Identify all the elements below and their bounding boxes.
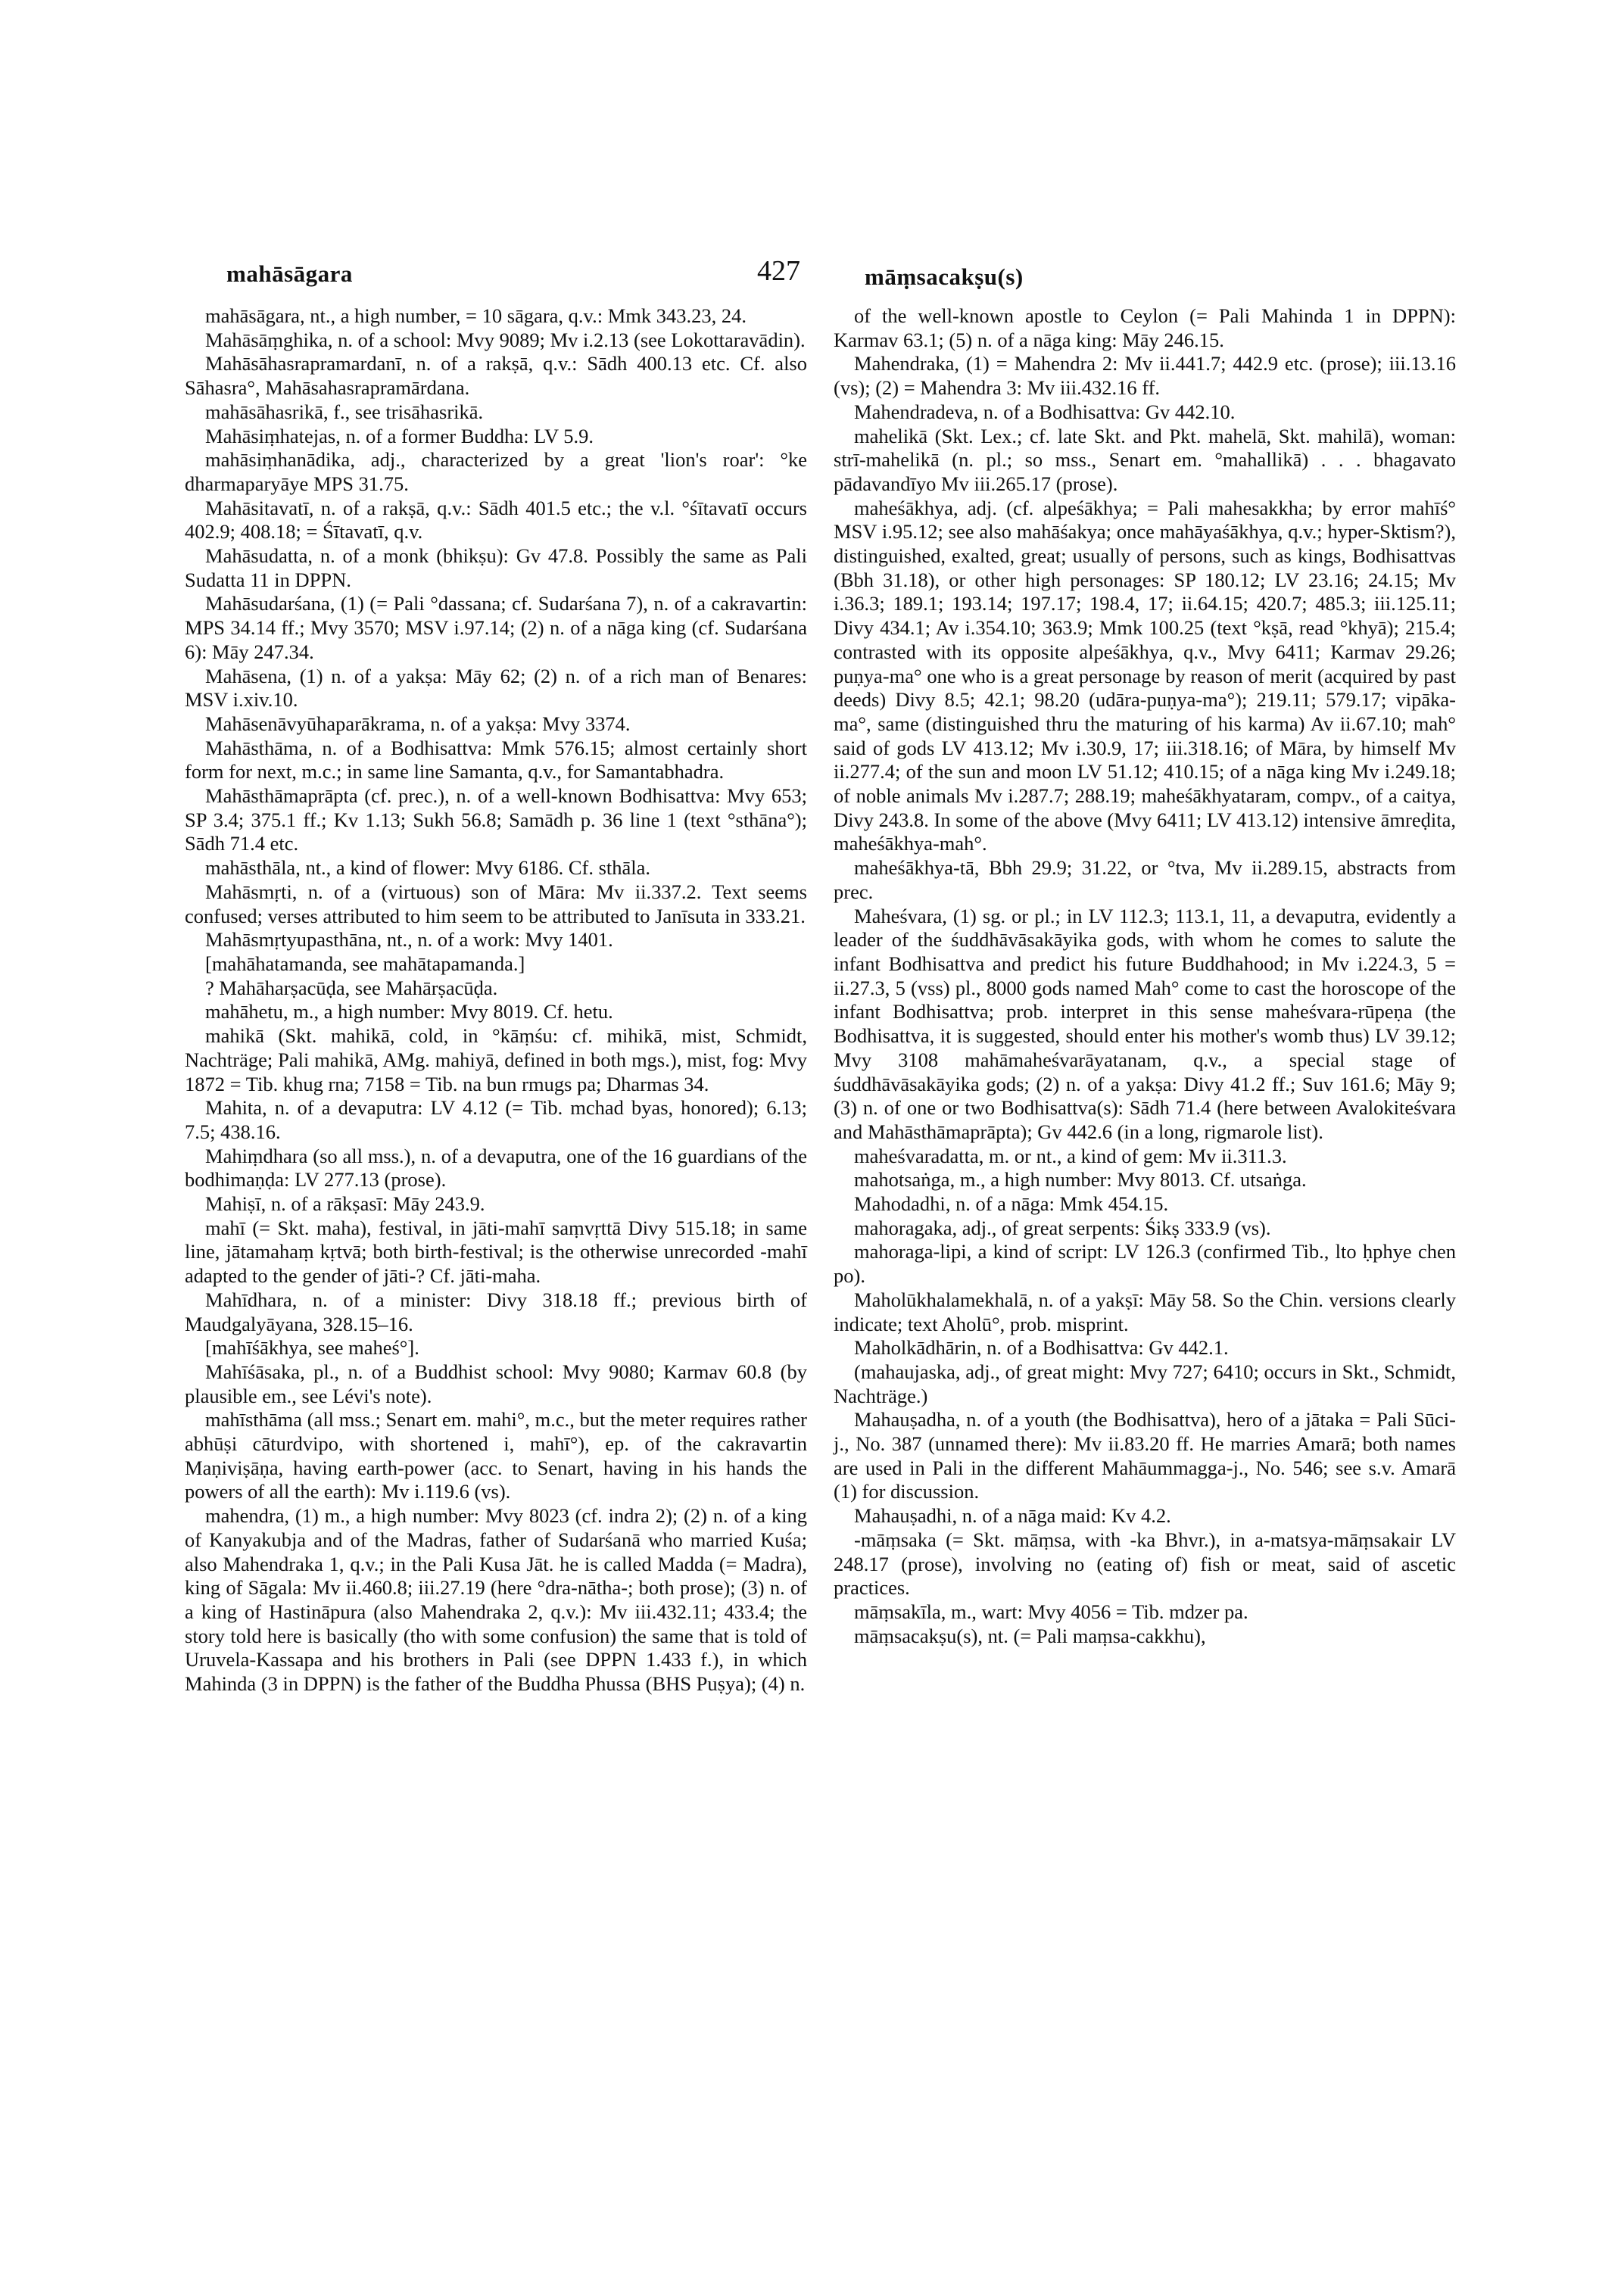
entry: Mahodadhi, n. of a nāga: Mmk 454.15. [854,1192,1169,1216]
entry: mahāhetu, m., a high number: Mvy 8019. Cf. hetu. [205,1000,613,1023]
entry: Mahāsenāvyūhaparākrama, n. of a yakṣa: Mvy 3374. [205,712,631,735]
entry: Mahendradeva, n. of a Bodhisattva: Gv 442.10. [854,400,1236,423]
entry: Mahāsitavatī, n. of a rakṣā, q.v.: Sādh 401.5 etc.; the v.l. °śītavatī occurs 402.9; 408.18; = Śītavatī, q.v. [185,496,807,544]
entry: [mahīśākhya, see maheś°]. [205,1336,419,1360]
entry: Mahāsmṛtyupasthāna, nt., n. of a work: Mvy 1401. [205,928,613,952]
entry: [mahāhatamanda, see mahātapamanda.] [205,952,525,975]
entry: mahī (= Skt. maha), festival, in jāti-mahī saṃvṛttā Divy 515.18; in same line, jātamahaṃ kṛtvā; both birth-festival; is the otherwise unrecorded -mahī adapted to the gender of jāti-? Cf. jāti-maha. [185,1216,807,1288]
entry: (mahaujaska, adj., of great might: Mvy 727; 6410; occurs in Skt., Schmidt, Nachträge.) [834,1360,1456,1407]
entry: Mahauṣadhi, n. of a nāga maid: Kv 4.2. [854,1504,1171,1528]
entry: Mahāsmṛti, n. of a (virtuous) son of Māra: Mv ii.337.2. Text seems confused; verses attributed to him seem to be attributed to Janīsuta in 333.21. [185,880,807,927]
entry: Mahendraka, (1) = Mahendra 2: Mv ii.441.7; 442.9 etc. (prose); iii.13.16 (vs); (2) = Mahendra 3: Mv iii.432.16 ff. [834,352,1456,400]
entry: mahīsthāma (all mss.; Senart em. mahi°, m.c., but the meter requires rather abhūṣi cāturdvipo, with shortened i, mahī°), ep. of the cakravartin Maṇiviṣāṇa, having earth-power (acc. to Senart, having in his hands the powers of all the earth): Mv i.119.6 (vs). [185,1408,807,1503]
entry: māṃsakīla, m., wart: Mvy 4056 = Tib. mdzer pa. [854,1600,1248,1623]
entry: maheśākhya, adj. (cf. alpeśākhya; = Pali mahesakkha; by error mahīś° MSV i.95.12; see also mahāśakya; once mahāyaśākhya, q.v.; hyper-Sktism?), distinguished, exalted, great; usually of persons, such as kings, Bodhisattvas (Bbh 31.18), or other high personages: SP 180.12; LV 23.16; 24.15; Mv i.36.3; 189.1; 193.14; 197.17; 198.4, 17; ii.64.15; 420.7; 485.3; iii.125.11; Divy 434.1; Av i.354.10; 363.9; Mmk 100.25 (text °kṣā, read °khyā); 215.4; contrasted with its opposite alpeśākhya, q.v., Mvy 6411; Karmav 29.26; puṇya-ma° one who is a great personage by reason of merit (acquired by past deeds) Divy 8.5; 42.1; 98.20 (udāra-puṇya-ma°); 219.11; 579.17; vipāka-ma°, same (distinguished thru the maturing of his karma) Av ii.67.10; mah° said of gods LV 413.12; Mv i.30.9, 17; iii.318.16; of Māra, by himself Mv ii.277.4; of the sun and moon LV 51.12; 410.15; of a nāga king Mv i.249.18; of noble animals Mv i.287.7; 288.19; maheśākhyataram, compv., of a caitya, Divy 243.8. In some of the above (Mvy 6411; LV 413.12) intensive āmreḍita, maheśākhya-mah°. [834,496,1456,855]
entry: Mahāsudatta, n. of a monk (bhikṣu): Gv 47.8. Possibly the same as Pali Sudatta 11 in DPPN. [185,544,807,591]
entry: mahoragaka, adj., of great serpents: Śikṣ 333.9 (vs). [854,1216,1271,1239]
entry: Mahāsiṃhatejas, n. of a former Buddha: LV 5.9. [205,424,594,447]
left-column [185,304,807,1696]
entry: Mahīdhara, n. of a minister: Divy 318.18 ff.; previous birth of Maudgalyāyana, 328.15–16. [185,1288,807,1335]
page-header [0,254,1624,300]
entry: Mahāsāhasrapramardanī, n. of a rakṣā, q.v.: Sādh 400.13 etc. Cf. also Sāhasra°, Mahāsahasrapramārdana. [185,352,807,400]
entry: mahelikā (Skt. Lex.; cf. late Skt. and Pkt. mahelā, Skt. mahilā), woman: strī-mahelikā (n. pl.; so mss., Senart em. °mahallikā) . . . bhagavato pādavandīyo Mv iii.265.17 (prose). [834,424,1456,495]
entry: -māṃsaka (= Skt. māṃsa, with -ka Bhvr.), in a-matsya-māṃsakair LV 248.17 (prose), involving no (eating of) fish or meat, said of ascetic practices. [834,1528,1456,1600]
entry: mahāsāgara, nt., a high number, = 10 sāgara, q.v.: Mmk 343.23, 24. [205,304,747,327]
entry: Mahiṃdhara (so all mss.), n. of a devaputra, one of the 16 guardians of the bodhimaṇḍa: LV 277.13 (prose). [185,1144,807,1192]
page-number: 427 [757,255,800,287]
entry: Mahāsthāmaprāpta (cf. prec.), n. of a well-known Bodhisattva: Mvy 653; SP 3.4; 375.1 ff.; Kv 1.13; Sukh 56.8; Samādh p. 36 line 1 (text °sthāna°); Sādh 71.4 etc. [185,784,807,855]
entry: Mahāsudarśana, (1) (= Pali °dassana; cf. Sudarśana 7), n. of a cakravartin: MPS 34.14 ff.; Mvy 3570; MSV i.97.14; (2) n. of a nāga king (cf. Sudarśana 6): Māy 247.34. [185,592,807,663]
entry: mahikā (Skt. mahikā, cold, in °kāṃśu: cf. mihikā, mist, Schmidt, Nachträge; Pali mahikā, AMg. mahiyā, defined in both mgs.), mist, fog: Mvy 1872 = Tib. khug rna; 7158 = Tib. na bun rmugs pa; Dharmas 34. [185,1024,807,1095]
entry: ? Mahāharṣacūḍa, see Mahārṣacūḍa. [205,976,498,999]
entry: Mahīśāsaka, pl., n. of a Buddhist school: Mvy 9080; Karmav 60.8 (by plausible em., see Lévi's note). [185,1360,807,1407]
entry: of the well-known apostle to Ceylon (= Pali Mahinda 1 in DPPN): Karmav 63.1; (5) n. of a nāga king: Māy 246.15. [834,304,1456,351]
entry: māṃsacakṣu(s), nt. (= Pali maṃsa-cakkhu), [854,1624,1206,1647]
entry: Maholkādhārin, n. of a Bodhisattva: Gv 442.1. [854,1336,1229,1360]
entry: Maheśvara, (1) sg. or pl.; in LV 112.3; 113.1, 11, a devaputra, evidently a leader of the śuddhāvāsakāyika gods, with whom he comes to salute the infant Bodhisattva and predict his future Buddhahood; in Mv i.224.3, 5 = ii.27.3, 5 (vss) pl., 8000 gods named Mah° come to cast the horoscope of the infant Bodhisattva; prob. interpret in this sense maheśvara-rūpeṇa (the Bodhisattva, it is suggested, should enter his mother's womb thus) LV 39.12; Mvy 3108 mahāmaheśvarāyatanam, q.v., a special stage of śuddhāvāsakāyika gods; (2) n. of a yakṣa: Divy 41.2 ff.; Suv 161.6; Māy 9; (3) n. of one or two Bodhisattva(s): Sādh 71.4 (here between Avalokiteśvara and Mahāsthāmaprāpta); Gv 442.6 (in a long, rigmarole list). [834,904,1456,1143]
entry: maheśākhya-tā, Bbh 29.9; 31.22, or °tva, Mv ii.289.15, abstracts from prec. [834,856,1456,903]
entry: Mahita, n. of a devaputra: LV 4.12 (= Tib. mchad byas, honored); 6.13; 7.5; 438.16. [185,1096,807,1143]
entry: mahāsāhasrikā, f., see trisāhasrikā. [205,400,484,423]
entry: mahāsthāla, nt., a kind of flower: Mvy 6186. Cf. sthāla. [205,856,651,880]
entry: Mahāsāṃghika, n. of a school: Mvy 9089; Mv i.2.13 (see Lokottaravādin). [205,328,806,351]
entry: Mahāsena, (1) n. of a yakṣa: Māy 62; (2) n. of a rich man of Benares: MSV i.xiv.10. [185,664,807,712]
entry: maheśvaradatta, m. or nt., a kind of gem: Mv ii.311.3. [854,1144,1287,1167]
entry: mahotsaṅga, m., a high number: Mvy 8013. Cf. utsaṅga. [854,1168,1307,1192]
running-head-right: māṃsacakṣu(s) [865,263,1024,290]
entry: mahāsiṃhanādika, adj., characterized by a great 'lion's roar': °ke dharmaparyāye MPS 31.75. [185,448,807,495]
right-column [834,304,1456,1648]
entry: mahendra, (1) m., a high number: Mvy 8023 (cf. indra 2); (2) n. of a king of Kanyakubja and of the Madras, father of Sudarśanā who married Kuśa; also Mahendraka 1, q.v.; in the Pali Kusa Jāt. he is called Madda (= Madra), king of Sāgala: Mv ii.460.8; iii.27.19 (here °dra-nātha-; both prose); (3) n. of a king of Hastināpura (also Mahendraka 2, q.v.): Mv iii.432.11; 433.4; the story told here is basically (tho with some confusion) the same that is told of Uruvela-Kassapa and his brothers in Pali (see DPPN 1.433 f.), in which Mahinda (3 in DPPN) is the father of the Buddha Phussa (BHS Puṣya); (4) n. [185,1504,807,1696]
entry: Maholūkhalamekhalā, n. of a yakṣī: Māy 58. So the Chin. versions clearly indicate; text Aholū°, prob. misprint. [834,1288,1456,1335]
entry: Mahāsthāma, n. of a Bodhisattva: Mmk 576.15; almost certainly short form for next, m.c.; in same line Samanta, q.v., for Samantabhadra. [185,736,807,784]
entry: Mahauṣadha, n. of a youth (the Bodhisattva), hero of a jātaka = Pali Sūci-j., No. 387 (unnamed there): Mv ii.83.20 ff. He marries Amarā; both names are used in Pali in the different Mahāummagga-j., No. 546; see s.v. Amarā (1) for discussion. [834,1408,1456,1503]
running-head-left: mahāsāgara [226,260,353,287]
entry: Mahiṣī, n. of a rākṣasī: Māy 243.9. [205,1192,485,1216]
entry: mahoraga-lipi, a kind of script: LV 126.3 (confirmed Tib., lto ḥphye chen po). [834,1240,1456,1288]
